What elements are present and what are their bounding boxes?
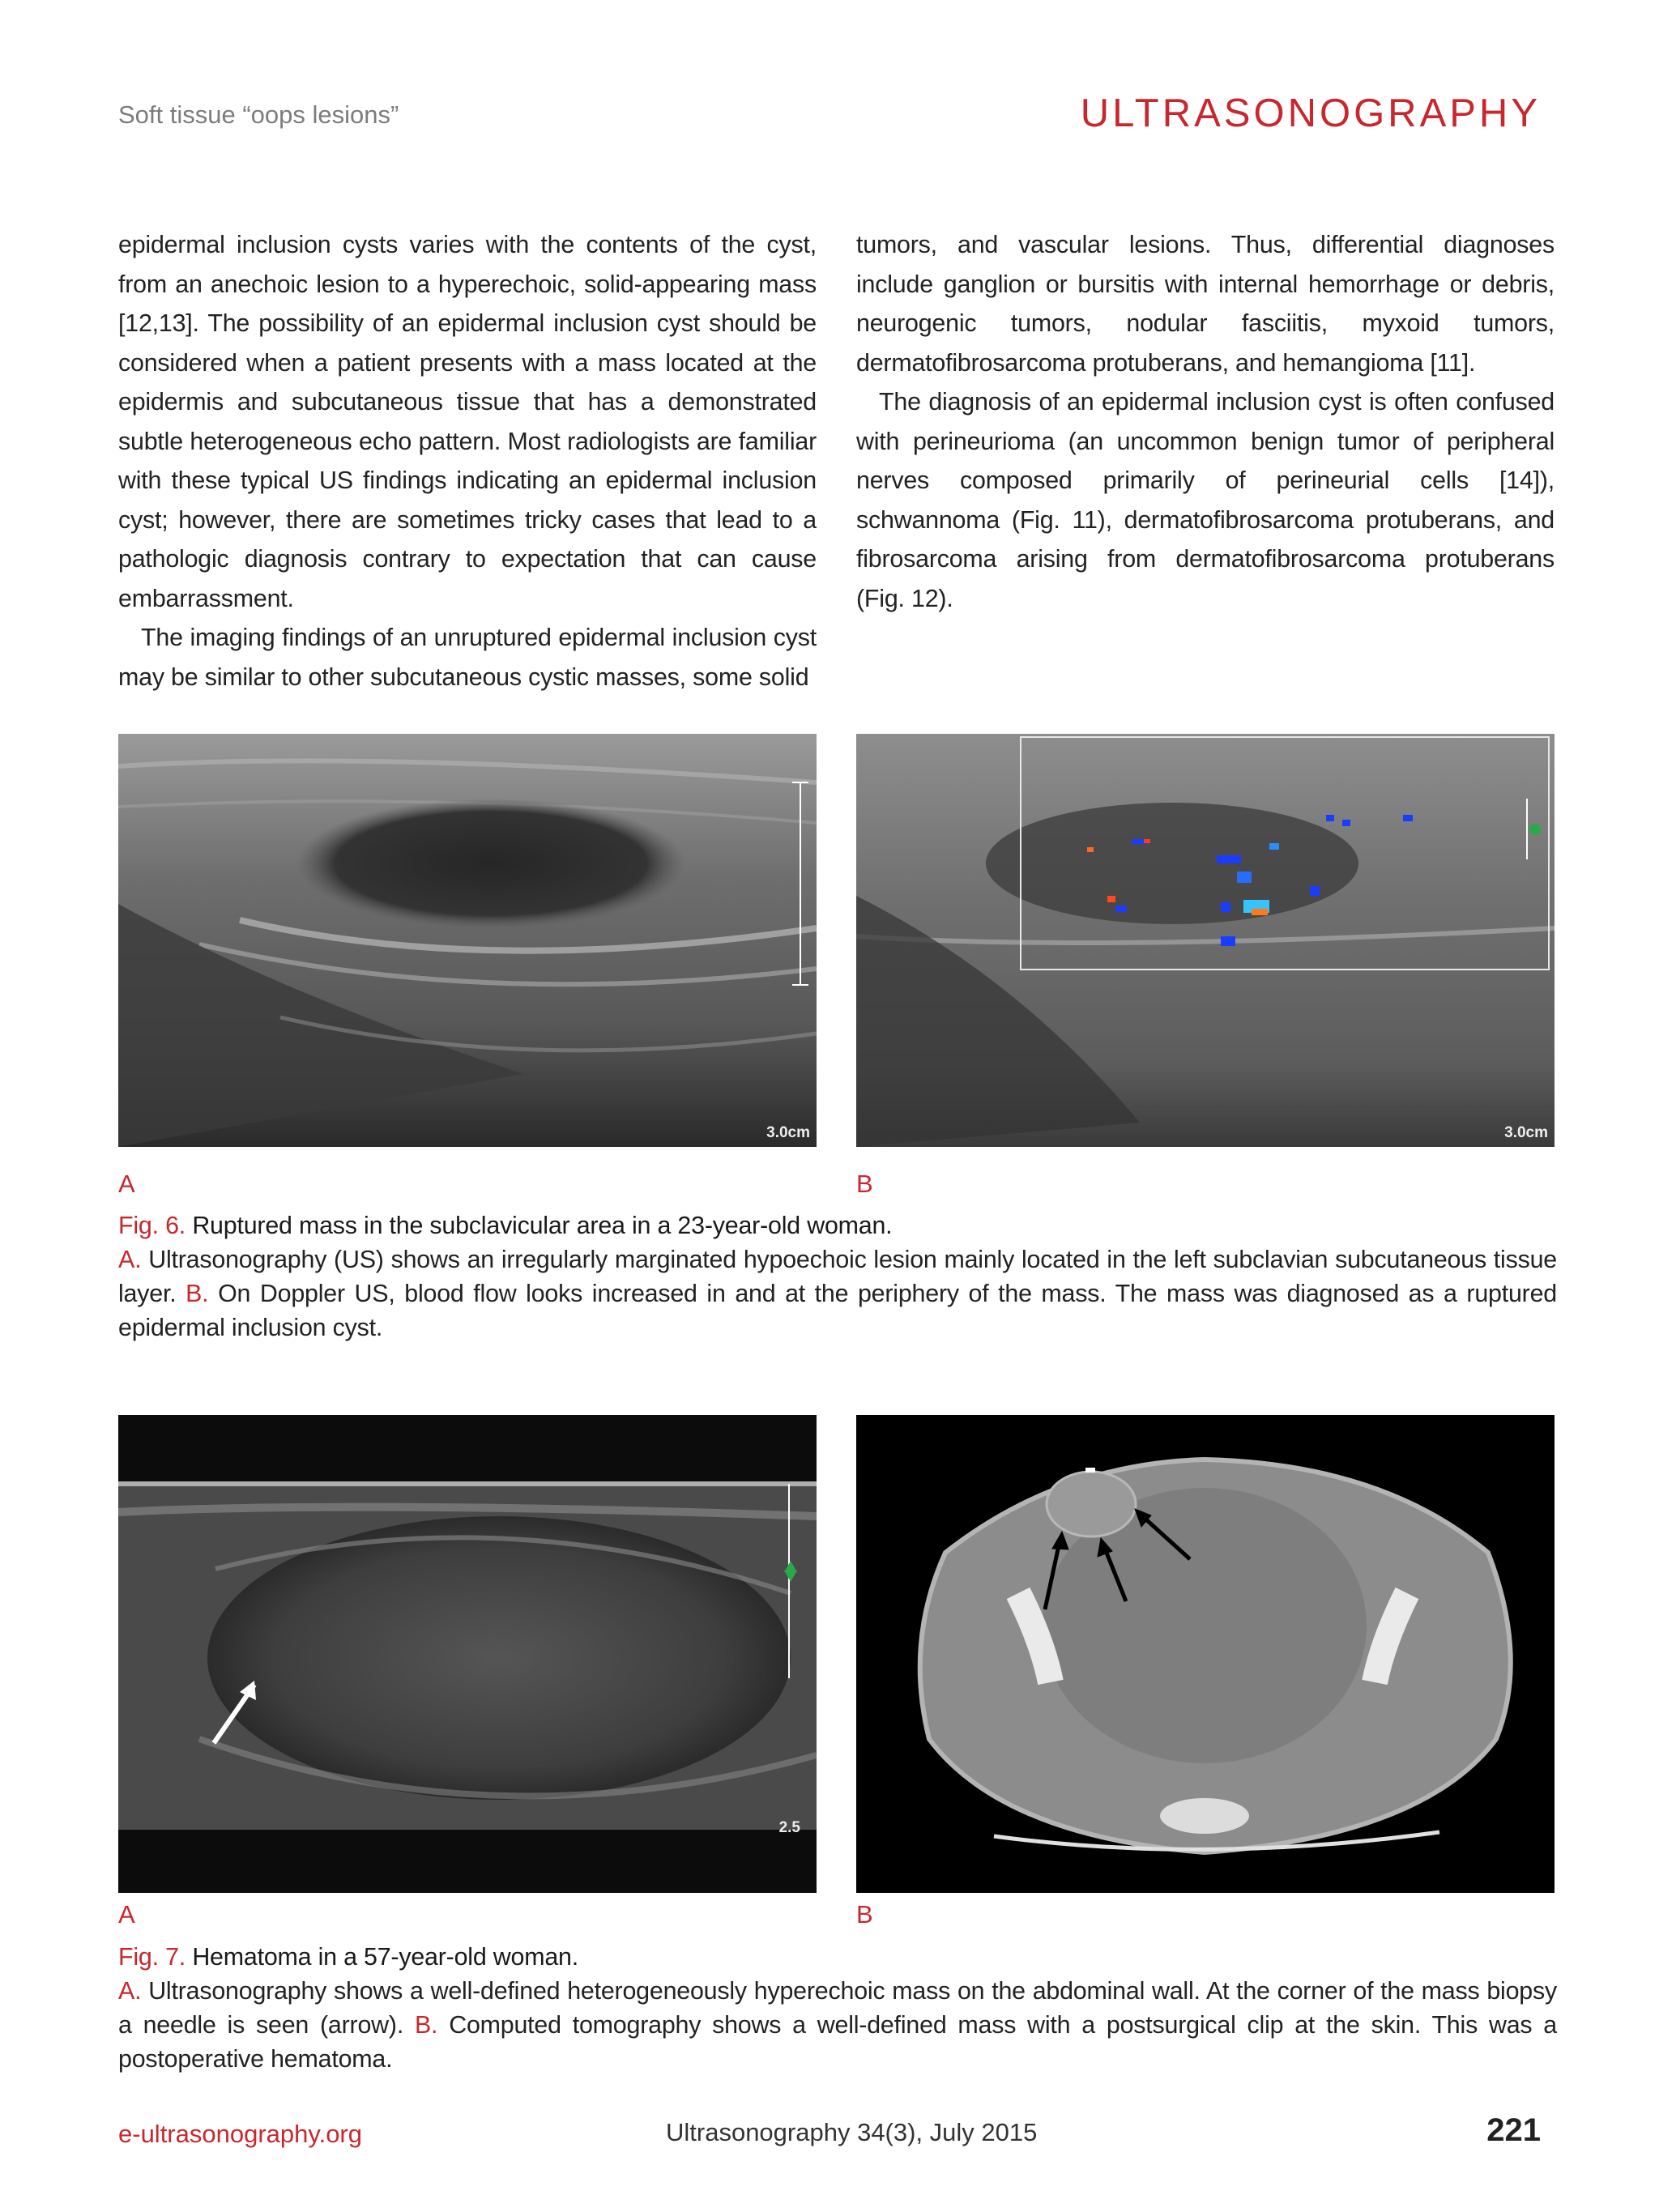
fig6-panel-a-ultrasound-image [118,734,817,1158]
fig7-b-text: Computed tomography shows a well-defined mass with a postsurgical clip at the skin. This was a postoperative hematoma. [118,2011,1557,2073]
scale-label: 3.0cm [1504,1124,1548,1141]
footer-citation: Ultrasonography 34(3), July 2015 [666,2118,1038,2146]
fig7-a-prefix: A. [118,1977,142,2005]
page-number: 221 [1486,2112,1541,2148]
ultrasound-illustration [118,1415,817,1893]
body-paragraph: The diagnosis of an epidermal inclusion cyst is often confused with perineurioma (an uncommon benign tumor of peripheral nerves composed primarily of perineurial cells [14]), schwannoma (Fig. 11), dermatofibrosarcoma protuberans, and fibrosarcoma arising from dermatofibrosarcoma protuberans (Fig. 12). [856,388,1555,612]
fig6-caption [118,1208,1557,1345]
fig7-panel-b-letter: B [856,1900,873,1929]
running-head: Soft tissue “oops lesions” [118,100,399,129]
fig7-a-text: Ultrasonography shows a well-defined heterogeneously hyperechoic mass on the abdominal wall. At the corner of the mass biopsy a needle is seen (arrow). [118,1977,1557,2039]
fig7-title: Hematoma in a 57-year-old woman. [192,1943,579,1971]
fig7-label: Fig. 7. [118,1943,186,1971]
body-column-left [118,225,817,697]
fig6-label: Fig. 6. [118,1212,186,1239]
fig6-a-text: Ultrasonography (US) shows an irregularly marginated hypoechoic lesion mainly located in the left subclavian subcutaneous tissue layer. [118,1246,1557,1307]
body-column-right [856,225,1555,618]
body-paragraph: The imaging findings of an unruptured epidermal inclusion cyst may be similar to other subcutaneous cystic masses, some solid [118,624,817,691]
body-paragraph: tumors, and vascular lesions. Thus, differential diagnoses include ganglion or bursitis with internal hemorrhage or debris, neurogenic tumors, nodular fasciitis, myxoid tumors, dermatofibrosarcoma protuberans, and hemangioma [11]. [856,231,1555,377]
fig6-b-prefix: B. [186,1280,209,1307]
fig7-panel-b-ct-image [856,1415,1555,1893]
doppler-illustration [856,734,1555,1158]
fig6-title: Ruptured mass in the subclavicular area in a 23-year-old woman. [192,1212,893,1239]
fig6-panel-b-letter: B [856,1170,873,1198]
fig6-b-text: On Doppler US, blood flow looks increased in and at the periphery of the mass. The mass was diagnosed as a ruptured epidermal inclusion cyst. [118,1280,1557,1341]
fig7-panel-a-ultrasound-image [118,1415,817,1893]
journal-name: ULTRASONOGRAPHY [1080,92,1541,135]
fig6-panel-a-letter: A [118,1170,135,1198]
body-paragraph: epidermal inclusion cysts varies with the contents of the cyst, from an anechoic lesion to a hyperechoic, solid-appearing mass [12,13]. The possibility of an epidermal inclusion cyst should be considered when a patient presents with a mass located at the epidermis and subcutaneous tissue that has a demonstrated subtle heterogeneous echo pattern. Most radiologists are familiar with these typical US findings indicating an epidermal inclusion cyst; however, there are sometimes tricky cases that lead to a pathologic diagnosis contrary to expectation that can cause embarrassment. [118,231,817,612]
fig6-panel-b-doppler-image [856,734,1555,1158]
ct-illustration [856,1415,1555,1893]
scale-label: 3.0cm [766,1124,810,1141]
footer-journal-url[interactable]: e-ultrasonography.org [118,2120,362,2148]
fig7-panel-a-letter: A [118,1900,135,1929]
fig6-a-prefix: A. [118,1246,142,1273]
fig7-b-prefix: B. [414,2011,438,2039]
scale-label: 2.5 [778,1819,800,1836]
ultrasound-illustration [118,734,817,1158]
fig7-caption [118,1940,1557,2076]
